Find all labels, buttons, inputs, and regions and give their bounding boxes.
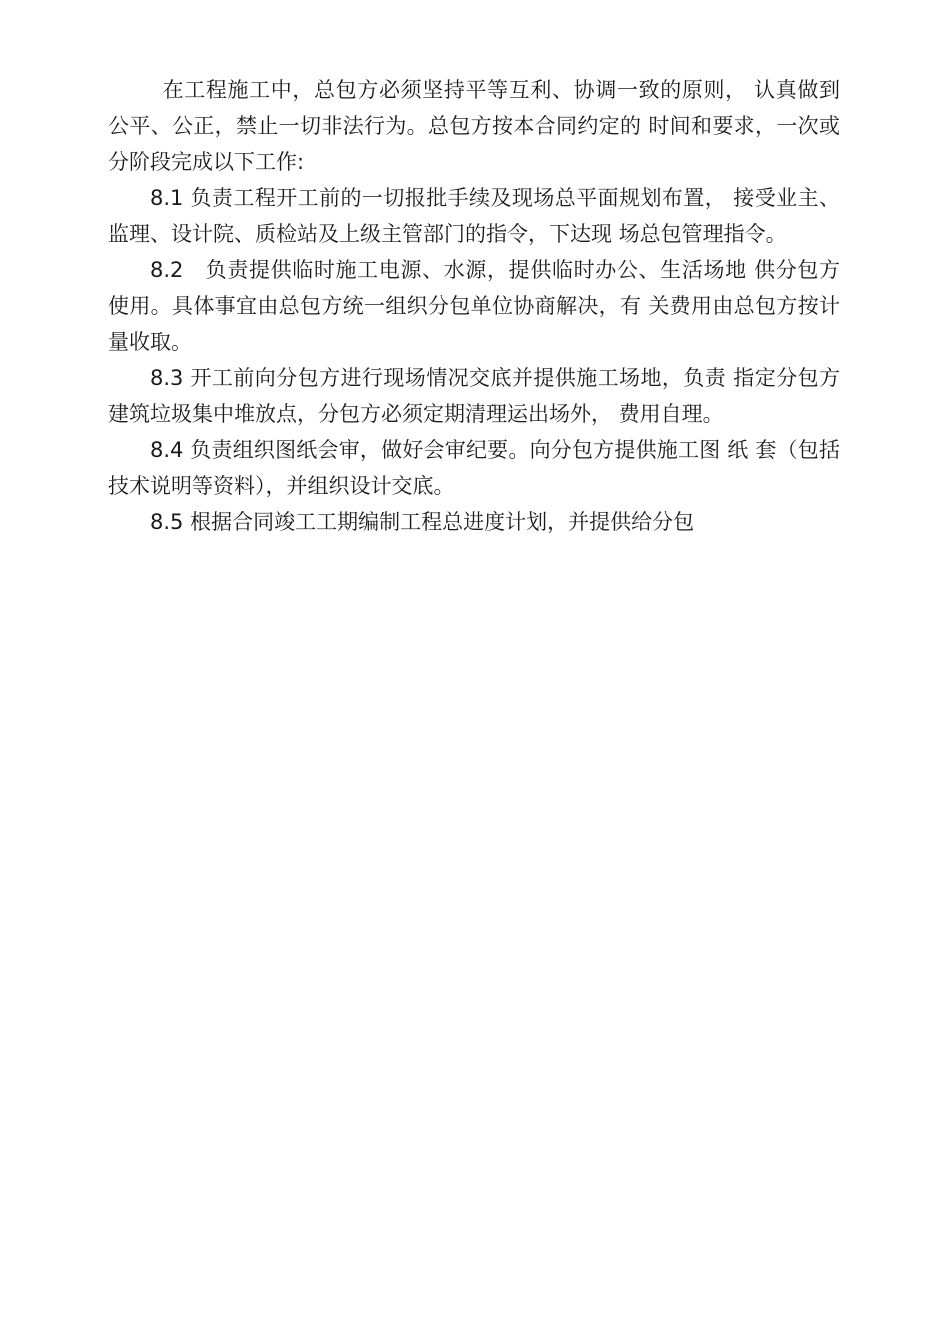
paragraph-8-4: 8.4 负责组织图纸会审，做好会审纪要。向分包方提供施工图 纸 套（包括技术说明等资料），并组织设计交底。 <box>108 438 840 498</box>
document-page <box>108 72 840 540</box>
paragraph-8-5: 8.5 根据合同竣工工期编制工程总进度计划，并提供给分包 <box>150 510 695 534</box>
paragraph-8-1: 8.1 负责工程开工前的一切报批手续及现场总平面规划布置， 接受业主、监理、设计院、质检站及上级主管部门的指令，下达现 场总包管理指令。 <box>108 186 840 246</box>
paragraph-8-2: 8.2 负责提供临时施工电源、水源，提供临时办公、生活场地 供分包方使用。具体事宜由总包方统一组织分包单位协商解决，有 关费用由总包方按计量收取。 <box>108 258 840 354</box>
paragraph-8-3: 8.3 开工前向分包方进行现场情况交底并提供施工场地，负责 指定分包方建筑垃圾集中堆放点，分包方必须定期清理运出场外， 费用自理。 <box>108 366 840 426</box>
paragraph-intro: 在工程施工中，总包方必须坚持平等互利、协调一致的原则， 认真做到公平、公正，禁止一切非法行为。总包方按本合同约定的 时间和要求，一次或分阶段完成以下工作: <box>108 78 840 174</box>
